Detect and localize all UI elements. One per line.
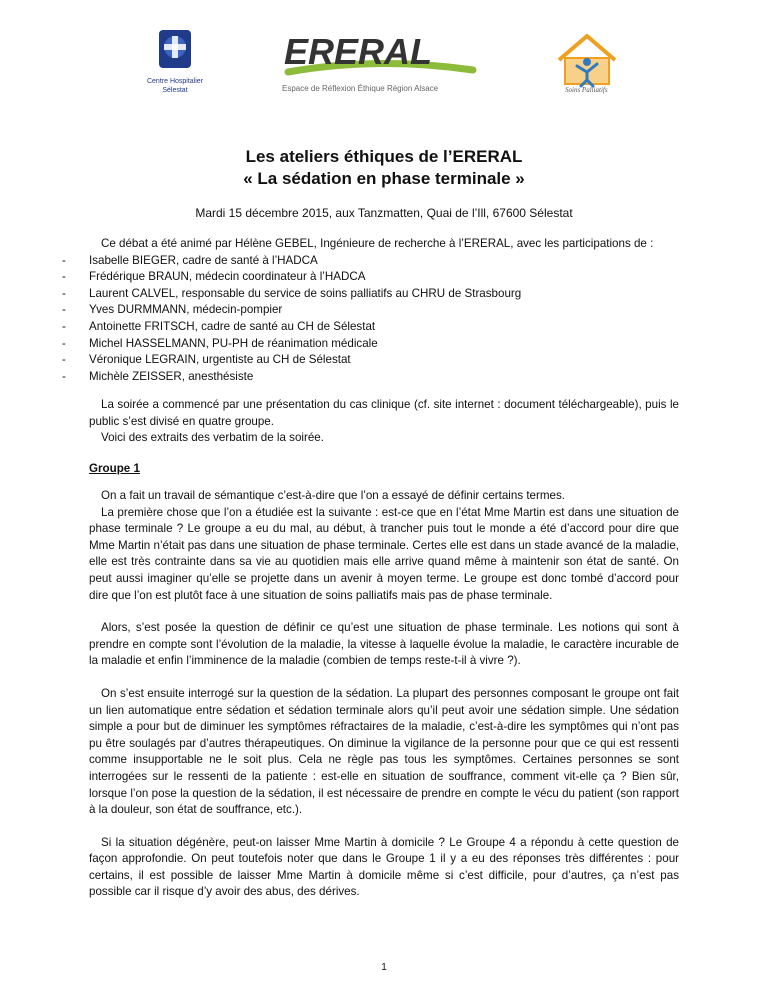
page-number: 1 xyxy=(381,962,387,973)
ereral-logo-title: ERERAL xyxy=(284,31,433,72)
ereral-logo-subtitle: Espace de Réflexion Éthique Région Alsace xyxy=(282,84,439,93)
event-date-location: Mardi 15 décembre 2015, aux Tanzmatten, Quai de l’Ill, 67600 Sélestat xyxy=(195,206,573,220)
ereral-logo xyxy=(268,26,488,96)
intro-paragraph: Ce débat a été animé par Hélène GEBEL, Ingénieure de recherche à l’ERERAL, avec les participations de : xyxy=(101,237,654,250)
soiree-paragraph: Voici des extraits des verbatim de la soirée. xyxy=(101,431,324,445)
group-1-paragraph: On a fait un travail de sémantique c’est-à-dire que l’on a essayé de définir certains termes. xyxy=(101,489,565,502)
participant-item: - Antoinette FRITSCH, cadre de santé au CH de Sélestat xyxy=(62,319,679,336)
participant-item: - Laurent CALVEL, responsable du service de soins palliatifs au CHRU de Strasbourg xyxy=(62,286,679,303)
page-title: Les ateliers éthiques de l’ERERAL xyxy=(245,147,523,166)
ereral-wordmark-icon xyxy=(268,26,488,86)
hospital-crest-icon xyxy=(155,28,195,72)
page-subtitle: « La sédation en phase terminale » xyxy=(243,169,525,188)
palliative-care-logo xyxy=(551,30,623,94)
intro-section xyxy=(89,236,679,385)
participants-list xyxy=(89,253,679,386)
palliative-care-label: Soins Palliatifs xyxy=(565,86,608,94)
group-1-paragraph: Alors, s’est posée la question de définir ce qu’est une situation de phase terminale. Les notions qui sont à prendre en compte sont l’évolution de la maladie, la vitesse à laquelle évolue la maladie, le caractère incurable de la maladie et enfin l’imminence de la maladie (combien de temps reste-t-il à vivre ?). xyxy=(89,621,679,668)
hospital-logo-caption-1: Centre Hospitalier xyxy=(146,78,204,85)
participant-item: - Michel HASSELMANN, PU-PH de réanimation médicale xyxy=(62,336,679,353)
hospital-logo-caption-2: Sélestat xyxy=(162,87,188,94)
participant-item: - Michèle ZEISSER, anesthésiste xyxy=(62,369,679,386)
hospital-logo xyxy=(140,28,210,95)
group-1-paragraph: La première chose que l’on a étudiée est la suivante : est-ce que en l’état Mme Martin est dans une situation de phase terminale ? Le groupe a eu du mal, au début, à trancher puis tout le monde a été d’accord pour dire que Mme Martin n’était pas dans une situation de phase terminale. Certes elle est dans un stade avancé de la maladie, elle est très contrainte dans sa vie au quotidien mais elle arrive quand même à maintenir son état de santé. On peut aussi imaginer qu’elle se projette dans un avenir à moyen terme. Le groupe est donc tombé d’accord pour dire que l’on est plutôt face à une situation de soins palliatifs mais pas de phase terminale. xyxy=(89,505,679,602)
soiree-section xyxy=(89,397,679,447)
participant-item: - Yves DURMMANN, médecin-pompier xyxy=(62,302,679,319)
house-figure-icon xyxy=(551,30,623,94)
group-1-paragraph: On s’est ensuite interrogé sur la question de la sédation. La plupart des personnes composant le groupe ont fait un lien automatique entre sédation et sédation terminale alors qu’il peut avoir une sédation simple. Une sédation simple a pour but de diminuer les symptômes réfractaires de la maladie, c’est-à-dire les symptômes qui n’ont pas pu être soulagés par d’autres thérapeutiques. On diminue la vigilance de la personne pour que ce qui est ressenti comme insupportable ne le soit plus. Cela ne règle pas tous les symptômes. Certaines personnes se sont interrogées sur le ressenti de la patiente : est-elle en situation de souffrance, comment vit-elle ça ? Bien sûr, lorsque l’on pose la question de la sédation, il est nécessaire de prendre en compte le vécu du patient (son rapport à la douleur, son état de souffrance, etc.). xyxy=(89,686,679,817)
participant-item: - Frédérique BRAUN, médecin coordinateur à l’HADCA xyxy=(62,269,679,286)
group-1-paragraph: Si la situation dégénère, peut-on laisser Mme Martin à domicile ? Le Groupe 4 a répondu à cette question de façon approfondie. On peut toutefois noter que dans le Groupe 1 il y a eu des réponses très différentes : pour certains, il est possible de laisser Mme Martin à domicile même si c’est difficile, pour d’autres, ça n’est pas possible car il risque d’y avoir des abus, des dérives. xyxy=(89,835,679,899)
participant-item: - Isabelle BIEGER, cadre de santé à l’HADCA xyxy=(62,253,679,270)
group-1-heading: Groupe 1 xyxy=(89,462,140,475)
participant-item: - Véronique LEGRAIN, urgentiste au CH de Sélestat xyxy=(62,352,679,369)
group-1-section xyxy=(89,488,679,901)
soiree-paragraph: La soirée a commencé par une présentation du cas clinique (cf. site internet : document téléchargeable), puis le public s’est divisé en quatre groupe. xyxy=(89,398,679,428)
